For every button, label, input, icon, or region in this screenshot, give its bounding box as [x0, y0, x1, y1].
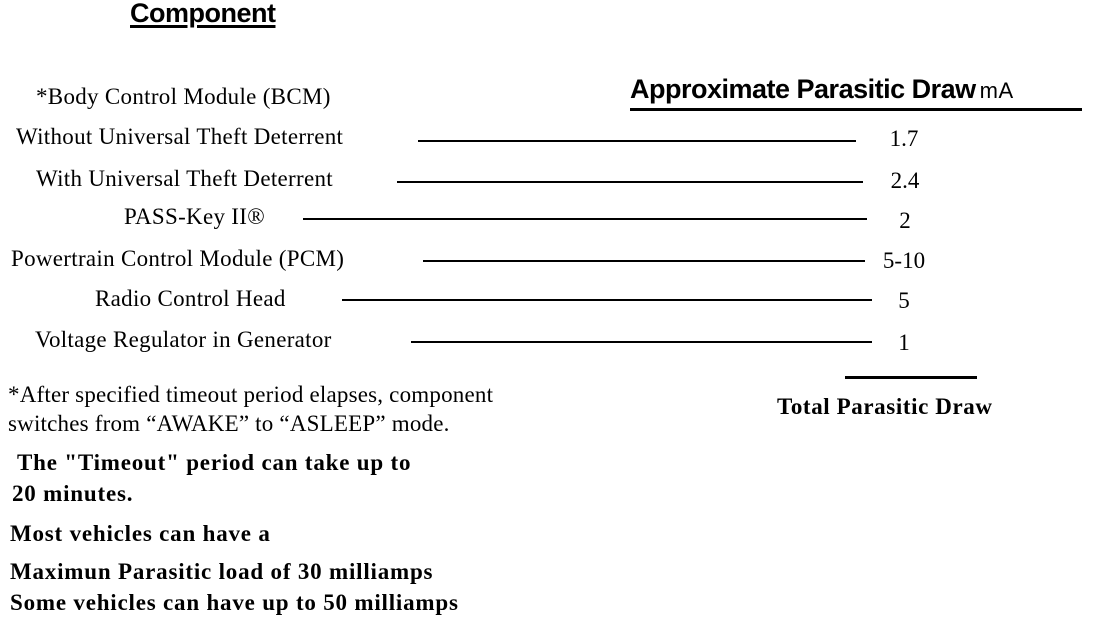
row-value-without-utd: 1.7 — [889, 126, 919, 151]
most-vehicles-note: Most vehicles can have a — [10, 521, 271, 546]
leader-line — [423, 260, 865, 262]
row-label-radio: Radio Control Head — [95, 286, 286, 311]
footnote-line-1: *After specified timeout period elapses, component — [8, 382, 494, 407]
leader-line — [397, 181, 863, 183]
bcm-title: *Body Control Module (BCM) — [36, 84, 331, 109]
row-label-with-utd: With Universal Theft Deterrent — [36, 166, 333, 191]
row-label-pcm: Powertrain Control Module (PCM) — [11, 246, 345, 271]
leader-line — [303, 218, 867, 220]
row-value-voltage-regulator: 1 — [898, 330, 910, 355]
total-rule — [845, 376, 977, 379]
row-label-pass-key: PASS-Key II® — [124, 204, 265, 229]
row-value-pcm: 5-10 — [882, 248, 926, 273]
some-vehicles-note: Some vehicles can have up to 50 milliamps — [10, 590, 459, 615]
component-header: Component — [130, 0, 276, 28]
leader-line — [418, 140, 856, 142]
parasitic-draw-title: Approximate Parasitic Draw — [630, 74, 976, 104]
parasitic-draw-unit: mA — [979, 78, 1014, 103]
row-value-with-utd: 2.4 — [890, 168, 920, 193]
row-value-pass-key: 2 — [899, 208, 911, 233]
parasitic-draw-header — [630, 74, 1014, 105]
leader-line — [411, 341, 872, 343]
parasitic-draw-underline — [630, 108, 1082, 111]
row-value-radio: 5 — [898, 288, 910, 313]
row-label-voltage-regulator: Voltage Regulator in Generator — [35, 327, 332, 352]
max-load-note: Maximun Parasitic load of 30 milliamps — [10, 559, 434, 584]
timeout-note-line-1: The "Timeout" period can take up to — [17, 450, 412, 475]
leader-line — [342, 299, 872, 301]
total-parasitic-draw-label: Total Parasitic Draw — [777, 394, 993, 419]
row-label-without-utd: Without Universal Theft Deterrent — [16, 124, 344, 149]
footnote-line-2: switches from “AWAKE” to “ASLEEP” mode. — [8, 411, 450, 436]
timeout-note-line-2: 20 minutes. — [12, 481, 134, 506]
